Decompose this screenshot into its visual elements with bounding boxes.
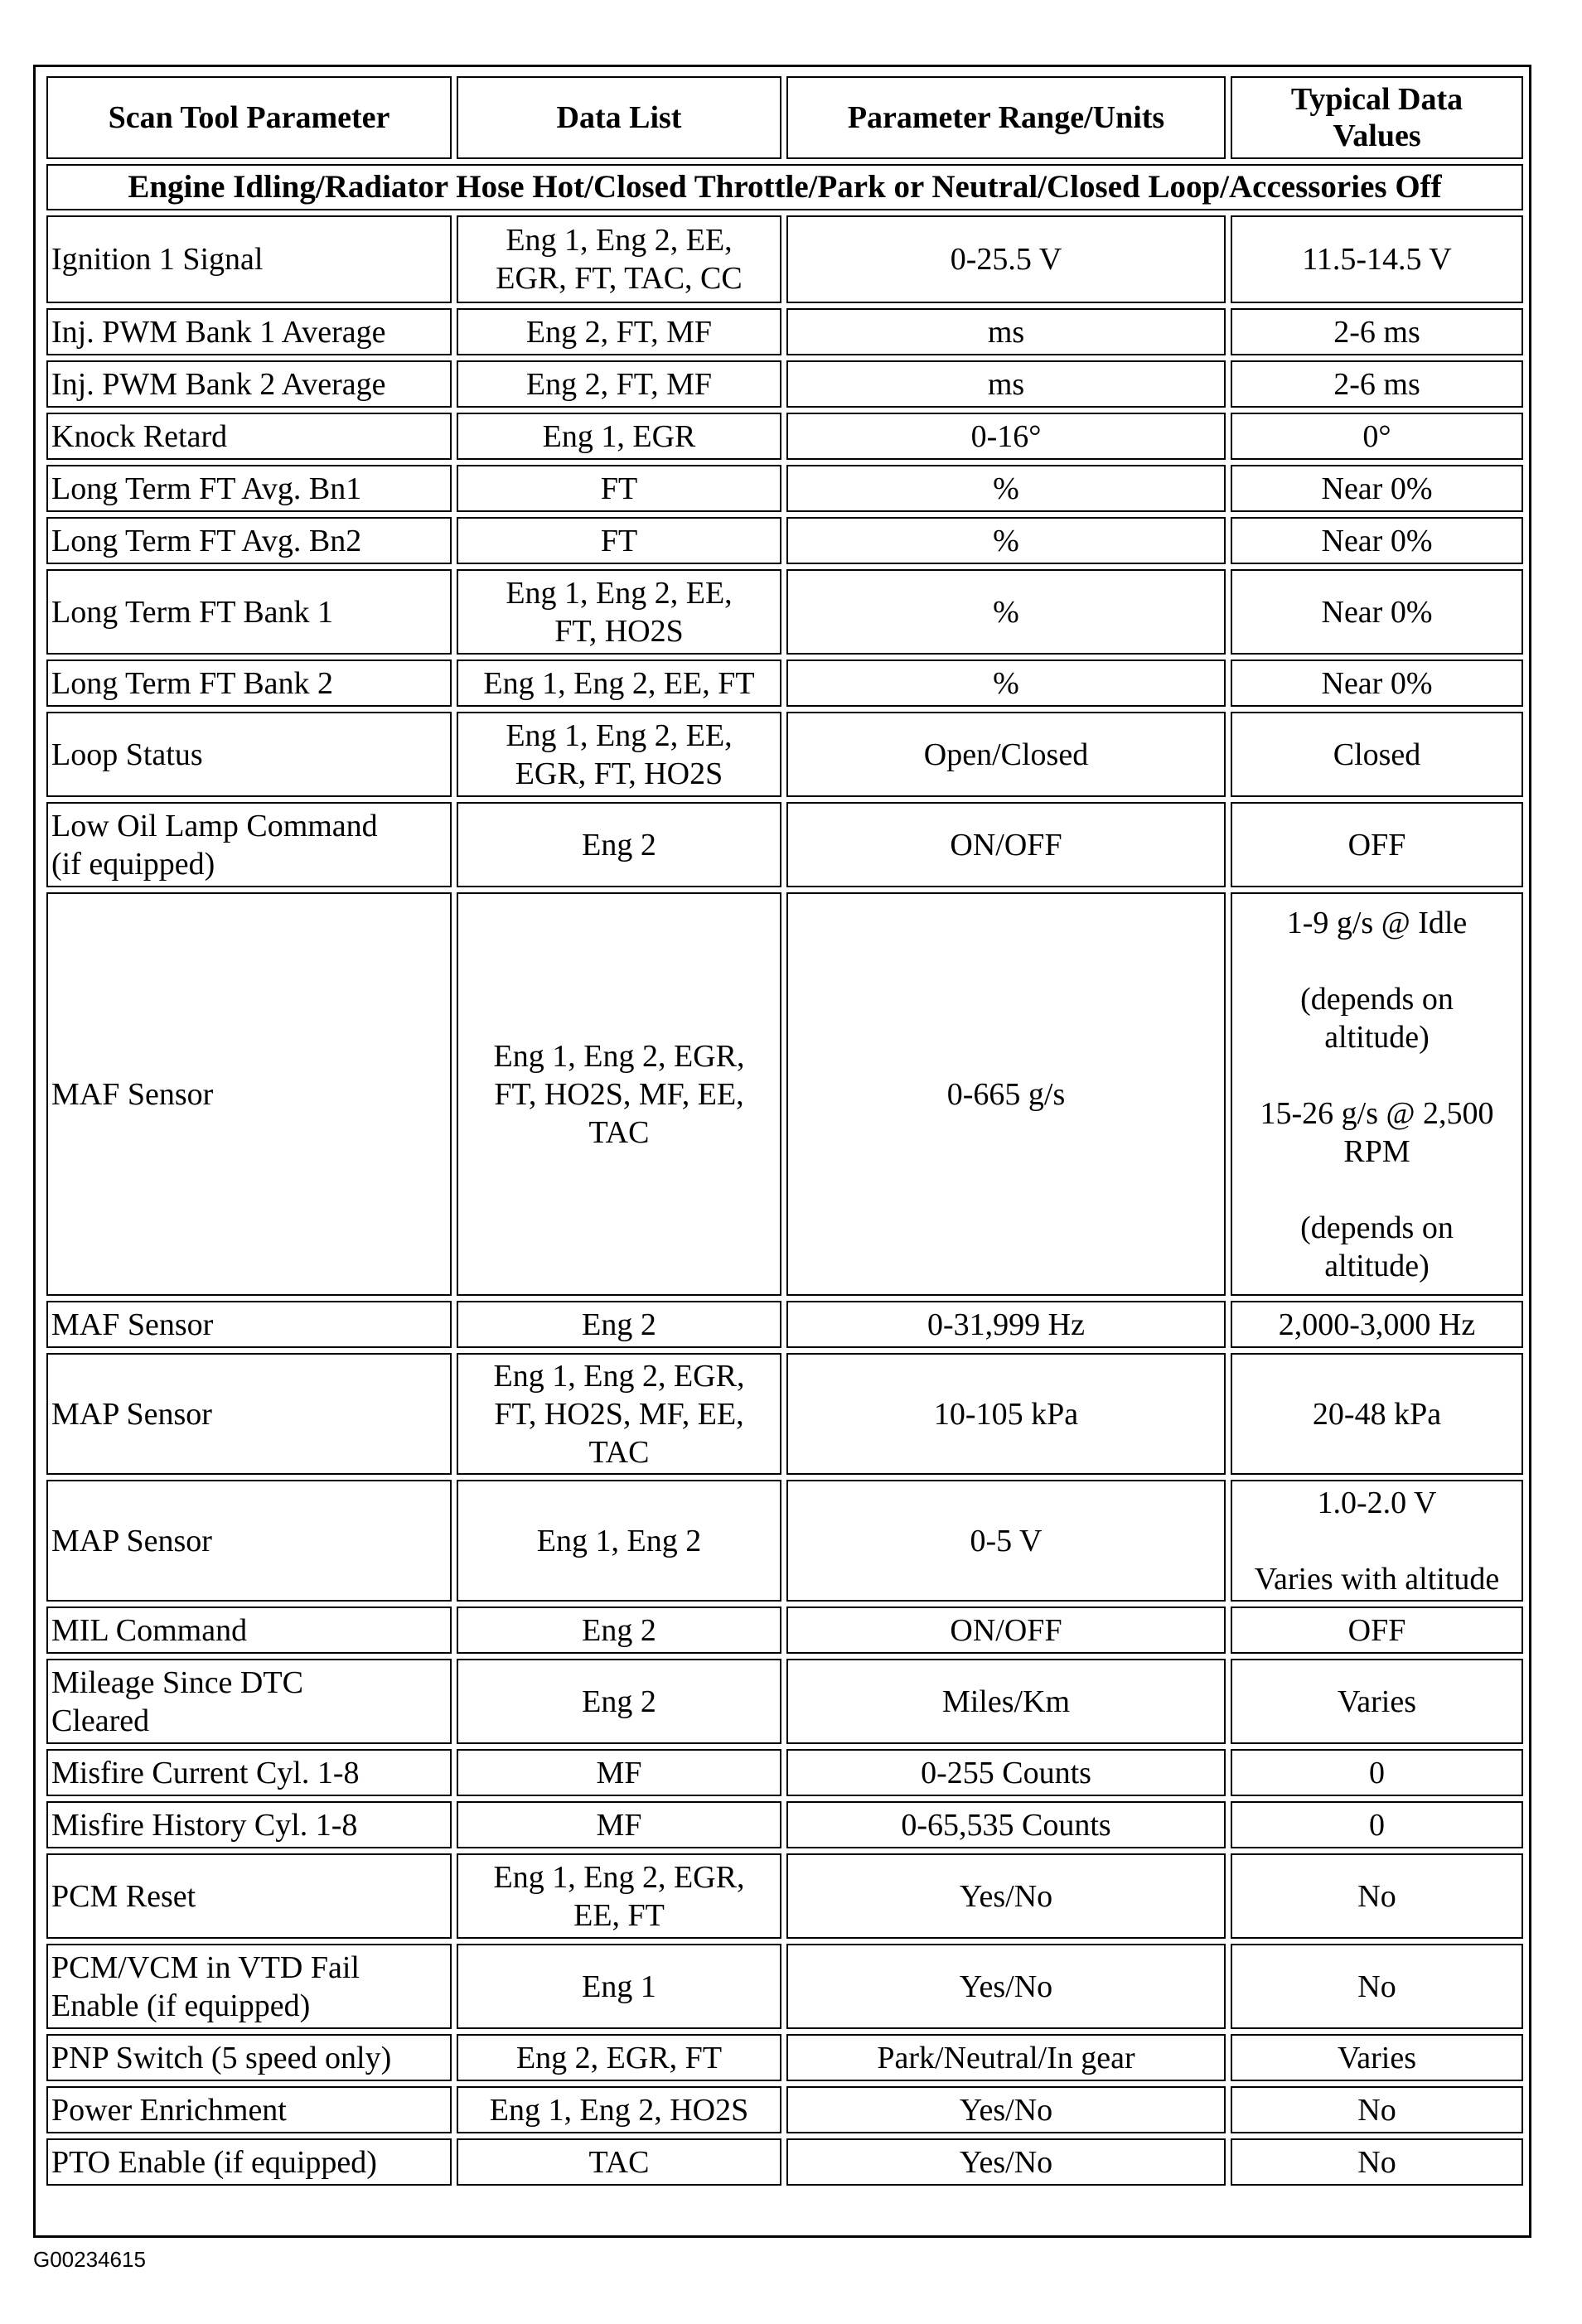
- table-row: [46, 2086, 1523, 2133]
- cell-parameter: PTO Enable (if equipped): [46, 2138, 452, 2186]
- cell-parameter: Long Term FT Bank 1: [46, 569, 452, 655]
- cell-typical-values: OFF: [1231, 802, 1523, 887]
- cell-typical-values: 1-9 g/s @ Idle (depends on altitude) 15-26 g/s @ 2,500 RPM (depends on altitude): [1231, 892, 1523, 1296]
- cell-data-list: Eng 1, Eng 2: [457, 1480, 781, 1602]
- cell-data-list: Eng 1: [457, 1944, 781, 2029]
- table-row: [46, 465, 1523, 512]
- cell-range-units: Yes/No: [786, 1853, 1226, 1939]
- cell-parameter: Misfire History Cyl. 1-8: [46, 1801, 452, 1848]
- figure-id: G00234615: [33, 2247, 146, 2272]
- cell-parameter: Inj. PWM Bank 1 Average: [46, 308, 452, 355]
- cell-data-list: Eng 2, FT, MF: [457, 308, 781, 355]
- table-row: [46, 1301, 1523, 1348]
- cell-typical-values: 2,000-3,000 Hz: [1231, 1301, 1523, 1348]
- table-row: [46, 892, 1523, 1296]
- table-row: [46, 1607, 1523, 1654]
- cell-data-list: Eng 2, EGR, FT: [457, 2034, 781, 2081]
- cell-range-units: ms: [786, 308, 1226, 355]
- table-row: [46, 712, 1523, 797]
- cell-range-units: Park/Neutral/In gear: [786, 2034, 1226, 2081]
- cell-data-list: Eng 1, Eng 2, HO2S: [457, 2086, 781, 2133]
- table-row: [46, 1801, 1523, 1848]
- cell-parameter: PCM Reset: [46, 1853, 452, 1939]
- cell-data-list: MF: [457, 1801, 781, 1848]
- cell-parameter: PCM/VCM in VTD Fail Enable (if equipped): [46, 1944, 452, 2029]
- table-row: [46, 569, 1523, 655]
- cell-data-list: Eng 1, EGR: [457, 413, 781, 460]
- cell-data-list: Eng 1, Eng 2, EE, EGR, FT, HO2S: [457, 712, 781, 797]
- cell-range-units: 0-25.5 V: [786, 215, 1226, 303]
- cell-range-units: 0-665 g/s: [786, 892, 1226, 1296]
- cell-typical-values: 0: [1231, 1801, 1523, 1848]
- table-row: [46, 2138, 1523, 2186]
- cell-data-list: Eng 1, Eng 2, EE, FT: [457, 660, 781, 707]
- cell-parameter: MAP Sensor: [46, 1480, 452, 1602]
- cell-typical-values: No: [1231, 2086, 1523, 2133]
- cell-data-list: Eng 2, FT, MF: [457, 360, 781, 408]
- cell-data-list: Eng 1, Eng 2, EGR, FT, HO2S, MF, EE, TAC: [457, 1353, 781, 1475]
- cell-data-list: Eng 1, Eng 2, EE, FT, HO2S: [457, 569, 781, 655]
- cell-parameter: Loop Status: [46, 712, 452, 797]
- table-row: [46, 660, 1523, 707]
- cell-data-list: TAC: [457, 2138, 781, 2186]
- table-row: [46, 1353, 1523, 1475]
- table-row: [46, 413, 1523, 460]
- table-row: [46, 360, 1523, 408]
- cell-data-list: Eng 1, Eng 2, EGR, FT, HO2S, MF, EE, TAC: [457, 892, 781, 1296]
- cell-data-list: FT: [457, 517, 781, 564]
- cell-data-list: Eng 2: [457, 1607, 781, 1654]
- cell-range-units: 0-5 V: [786, 1480, 1226, 1602]
- table-row: [46, 308, 1523, 355]
- cell-typical-values: Near 0%: [1231, 517, 1523, 564]
- cell-typical-values: Closed: [1231, 712, 1523, 797]
- cell-typical-values: No: [1231, 1853, 1523, 1939]
- table-row: [46, 1659, 1523, 1744]
- cell-typical-values: 0°: [1231, 413, 1523, 460]
- cell-data-list: Eng 2: [457, 1659, 781, 1744]
- cell-data-list: Eng 1, Eng 2, EGR, EE, FT: [457, 1853, 781, 1939]
- cell-range-units: Miles/Km: [786, 1659, 1226, 1744]
- cell-parameter: MIL Command: [46, 1607, 452, 1654]
- cell-parameter: Misfire Current Cyl. 1-8: [46, 1749, 452, 1796]
- cell-range-units: 0-255 Counts: [786, 1749, 1226, 1796]
- cell-typical-values: Near 0%: [1231, 465, 1523, 512]
- cell-parameter: PNP Switch (5 speed only): [46, 2034, 452, 2081]
- cell-parameter: Knock Retard: [46, 413, 452, 460]
- table-row: [46, 1853, 1523, 1939]
- cell-typical-values: OFF: [1231, 1607, 1523, 1654]
- cell-data-list: FT: [457, 465, 781, 512]
- cell-typical-values: 0: [1231, 1749, 1523, 1796]
- cell-typical-values: Near 0%: [1231, 660, 1523, 707]
- cell-range-units: 10-105 kPa: [786, 1353, 1226, 1475]
- cell-range-units: 0-16°: [786, 413, 1226, 460]
- table-header-row: [46, 76, 1523, 159]
- cell-parameter: Long Term FT Avg. Bn1: [46, 465, 452, 512]
- cell-data-list: Eng 2: [457, 802, 781, 887]
- cell-parameter: MAF Sensor: [46, 892, 452, 1296]
- cell-parameter: MAP Sensor: [46, 1353, 452, 1475]
- cell-range-units: ms: [786, 360, 1226, 408]
- cell-parameter: Power Enrichment: [46, 2086, 452, 2133]
- cell-parameter: Long Term FT Bank 2: [46, 660, 452, 707]
- cell-typical-values: Near 0%: [1231, 569, 1523, 655]
- header-typical-data-values: Typical Data Values: [1231, 76, 1523, 159]
- scan-tool-table-frame: [33, 65, 1531, 2238]
- cell-range-units: ON/OFF: [786, 1607, 1226, 1654]
- cell-parameter: Mileage Since DTC Cleared: [46, 1659, 452, 1744]
- table-row: [46, 1480, 1523, 1602]
- cell-parameter: MAF Sensor: [46, 1301, 452, 1348]
- table-row: [46, 215, 1523, 303]
- condition-row: [46, 164, 1523, 210]
- cell-typical-values: No: [1231, 2138, 1523, 2186]
- cell-range-units: Open/Closed: [786, 712, 1226, 797]
- cell-typical-values: Varies: [1231, 1659, 1523, 1744]
- cell-typical-values: No: [1231, 1944, 1523, 2029]
- header-scan-tool-parameter: Scan Tool Parameter: [46, 76, 452, 159]
- table-row: [46, 1944, 1523, 2029]
- cell-typical-values: 20-48 kPa: [1231, 1353, 1523, 1475]
- cell-typical-values: Varies: [1231, 2034, 1523, 2081]
- cell-range-units: Yes/No: [786, 2138, 1226, 2186]
- cell-range-units: 0-65,535 Counts: [786, 1801, 1226, 1848]
- table-row: [46, 2034, 1523, 2081]
- cell-parameter: Inj. PWM Bank 2 Average: [46, 360, 452, 408]
- cell-range-units: %: [786, 569, 1226, 655]
- cell-range-units: Yes/No: [786, 1944, 1226, 2029]
- scan-tool-data-table: [41, 71, 1528, 2191]
- cell-parameter: Low Oil Lamp Command (if equipped): [46, 802, 452, 887]
- operating-condition: Engine Idling/Radiator Hose Hot/Closed Throttle/Park or Neutral/Closed Loop/Accessories Off: [46, 164, 1523, 210]
- header-data-list: Data List: [457, 76, 781, 159]
- cell-data-list: Eng 2: [457, 1301, 781, 1348]
- cell-parameter: Long Term FT Avg. Bn2: [46, 517, 452, 564]
- table-row: [46, 517, 1523, 564]
- cell-range-units: %: [786, 465, 1226, 512]
- cell-range-units: Yes/No: [786, 2086, 1226, 2133]
- cell-range-units: ON/OFF: [786, 802, 1226, 887]
- cell-typical-values: 2-6 ms: [1231, 308, 1523, 355]
- cell-range-units: %: [786, 517, 1226, 564]
- table-row: [46, 802, 1523, 887]
- cell-data-list: Eng 1, Eng 2, EE, EGR, FT, TAC, CC: [457, 215, 781, 303]
- cell-parameter: Ignition 1 Signal: [46, 215, 452, 303]
- cell-data-list: MF: [457, 1749, 781, 1796]
- header-parameter-range-units: Parameter Range/Units: [786, 76, 1226, 159]
- cell-typical-values: 11.5-14.5 V: [1231, 215, 1523, 303]
- table-row: [46, 1749, 1523, 1796]
- cell-range-units: %: [786, 660, 1226, 707]
- cell-typical-values: 2-6 ms: [1231, 360, 1523, 408]
- cell-range-units: 0-31,999 Hz: [786, 1301, 1226, 1348]
- cell-typical-values: 1.0-2.0 V Varies with altitude: [1231, 1480, 1523, 1602]
